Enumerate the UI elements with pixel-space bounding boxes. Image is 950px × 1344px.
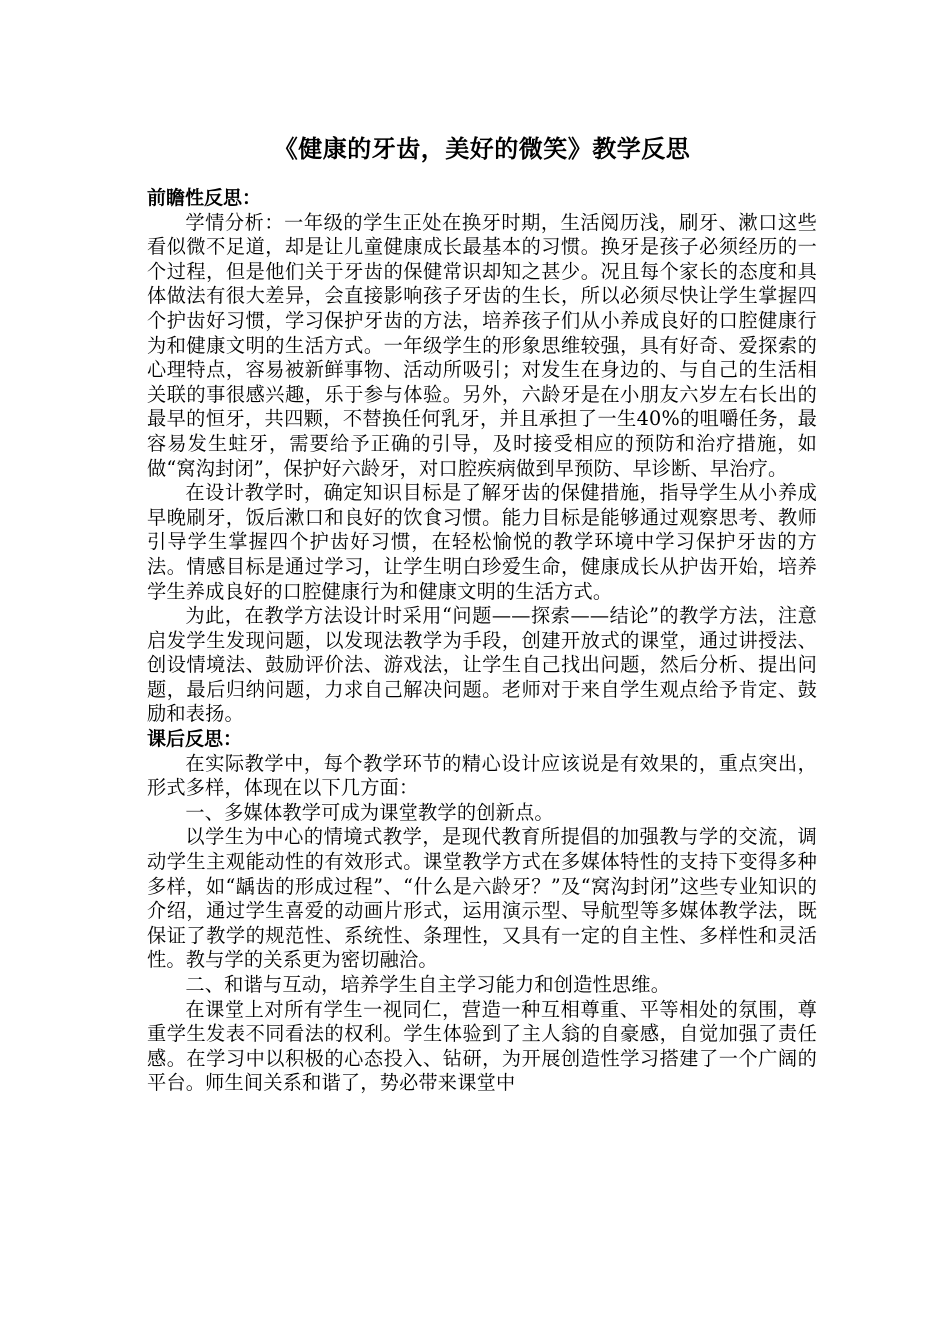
paragraph-teaching-goals: 在设计教学时，确定知识目标是了解牙齿的保健措施，指导学生从小养成早晚刷牙，饭后漱口和良好的饮食习惯。能力目标是能够通过观察思考、教师引导学生掌握四个护齿好习惯，在轻松愉悦的教学环境中学习保护牙齿的方法。情感目标是通过学习，让学生明白珍爱生命，健康成长从护齿开始，培养学生养成良好的口腔健康行为和健康文明的生活方式。	[147, 481, 817, 603]
paragraph-point-two-title: 二、和谐与互动，培养学生自主学习能力和创造性思维。	[185, 973, 671, 996]
section-heading-prospective: 前瞻性反思：	[147, 187, 262, 209]
paragraph-multimedia: 以学生为中心的情境式教学，是现代教育所提倡的加强教与学的交流，调动学生主观能动性的有效形式。课堂教学方式在多媒体特性的支持下变得多种多样，如“龋齿的形成过程”、“什么是六龄牙？”及“窝沟封闭”这些专业知识的介绍，通过学生喜爱的动画片形式，运用演示型、导航型等多媒体教学法，既保证了教学的规范性、系统性、条理性，又具有一定的自主性、多样性和灵活性。教与学的关系更为密切融洽。	[147, 825, 817, 972]
paragraph-harmony: 在课堂上对所有学生一视同仁，营造一种互相尊重、平等相处的氛围，尊重学生发表不同看法的权利。学生体验到了主人翁的自豪感，自觉加强了责任感。在学习中以积极的心态投入、钻研，为开展创造性学习搭建了一个广阔的平台。师生间关系和谐了，势必带来课堂中	[147, 997, 817, 1095]
document-title: 《健康的牙齿，美好的微笑》教学反思	[273, 134, 691, 163]
document-page	[147, 132, 817, 1096]
section-after-class	[147, 727, 817, 1096]
paragraph-intro: 在实际教学中，每个教学环节的精心设计应该说是有效果的，重点突出，形式多样，体现在以下几方面：	[147, 751, 817, 800]
section-prospective	[147, 186, 817, 727]
paragraph-point-one-title: 一、多媒体教学可成为课堂教学的创新点。	[185, 800, 554, 824]
section-heading-after-class: 课后反思：	[147, 728, 243, 751]
paragraph-teaching-methods: 为此，在教学方法设计时采用“问题——探索——结论”的教学方法，注意启发学生发现问题，以发现法教学为手段，创建开放式的课堂，通过讲授法、创设情境法、鼓励评价法、游戏法，让学生自己找出问题，然后分析、提出问题，最后归纳问题，力求自己解决问题。老师对于来自学生观点给予肯定、鼓励和表扬。	[147, 604, 817, 726]
paragraph-learning-analysis: 学情分析：一年级的学生正处在换牙时期，生活阅历浅，刷牙、漱口这些看似微不足道，却是让儿童健康成长最基本的习惯。换牙是孩子必须经历的一个过程，但是他们关于牙齿的保健常识却知之甚少。况且每个家长的态度和具体做法有很大差异，会直接影响孩子牙齿的生长，所以必须尽快让学生掌握四个护齿好习惯，学习保护牙齿的方法，培养孩子们从小养成良好的口腔健康行为和健康文明的生活方式。一年级学生的形象思维较强，具有好奇、爱探索的心理特点，容易被新鲜事物、活动所吸引；对发生在身边的、与自己的生活相关联的事很感兴趣，乐于参与体验。另外，六龄牙是在小朋友六岁左右长出的最早的恒牙，共四颗，不替换任何乳牙，并且承担了一生40%的咀嚼任务，最容易发生蛀牙，需要给予正确的引导，及时接受相应的预防和治疗措施，如做“窝沟封闭”，保护好六龄牙，对口腔疾病做到早预防、早诊断、早治疗。	[147, 210, 817, 480]
